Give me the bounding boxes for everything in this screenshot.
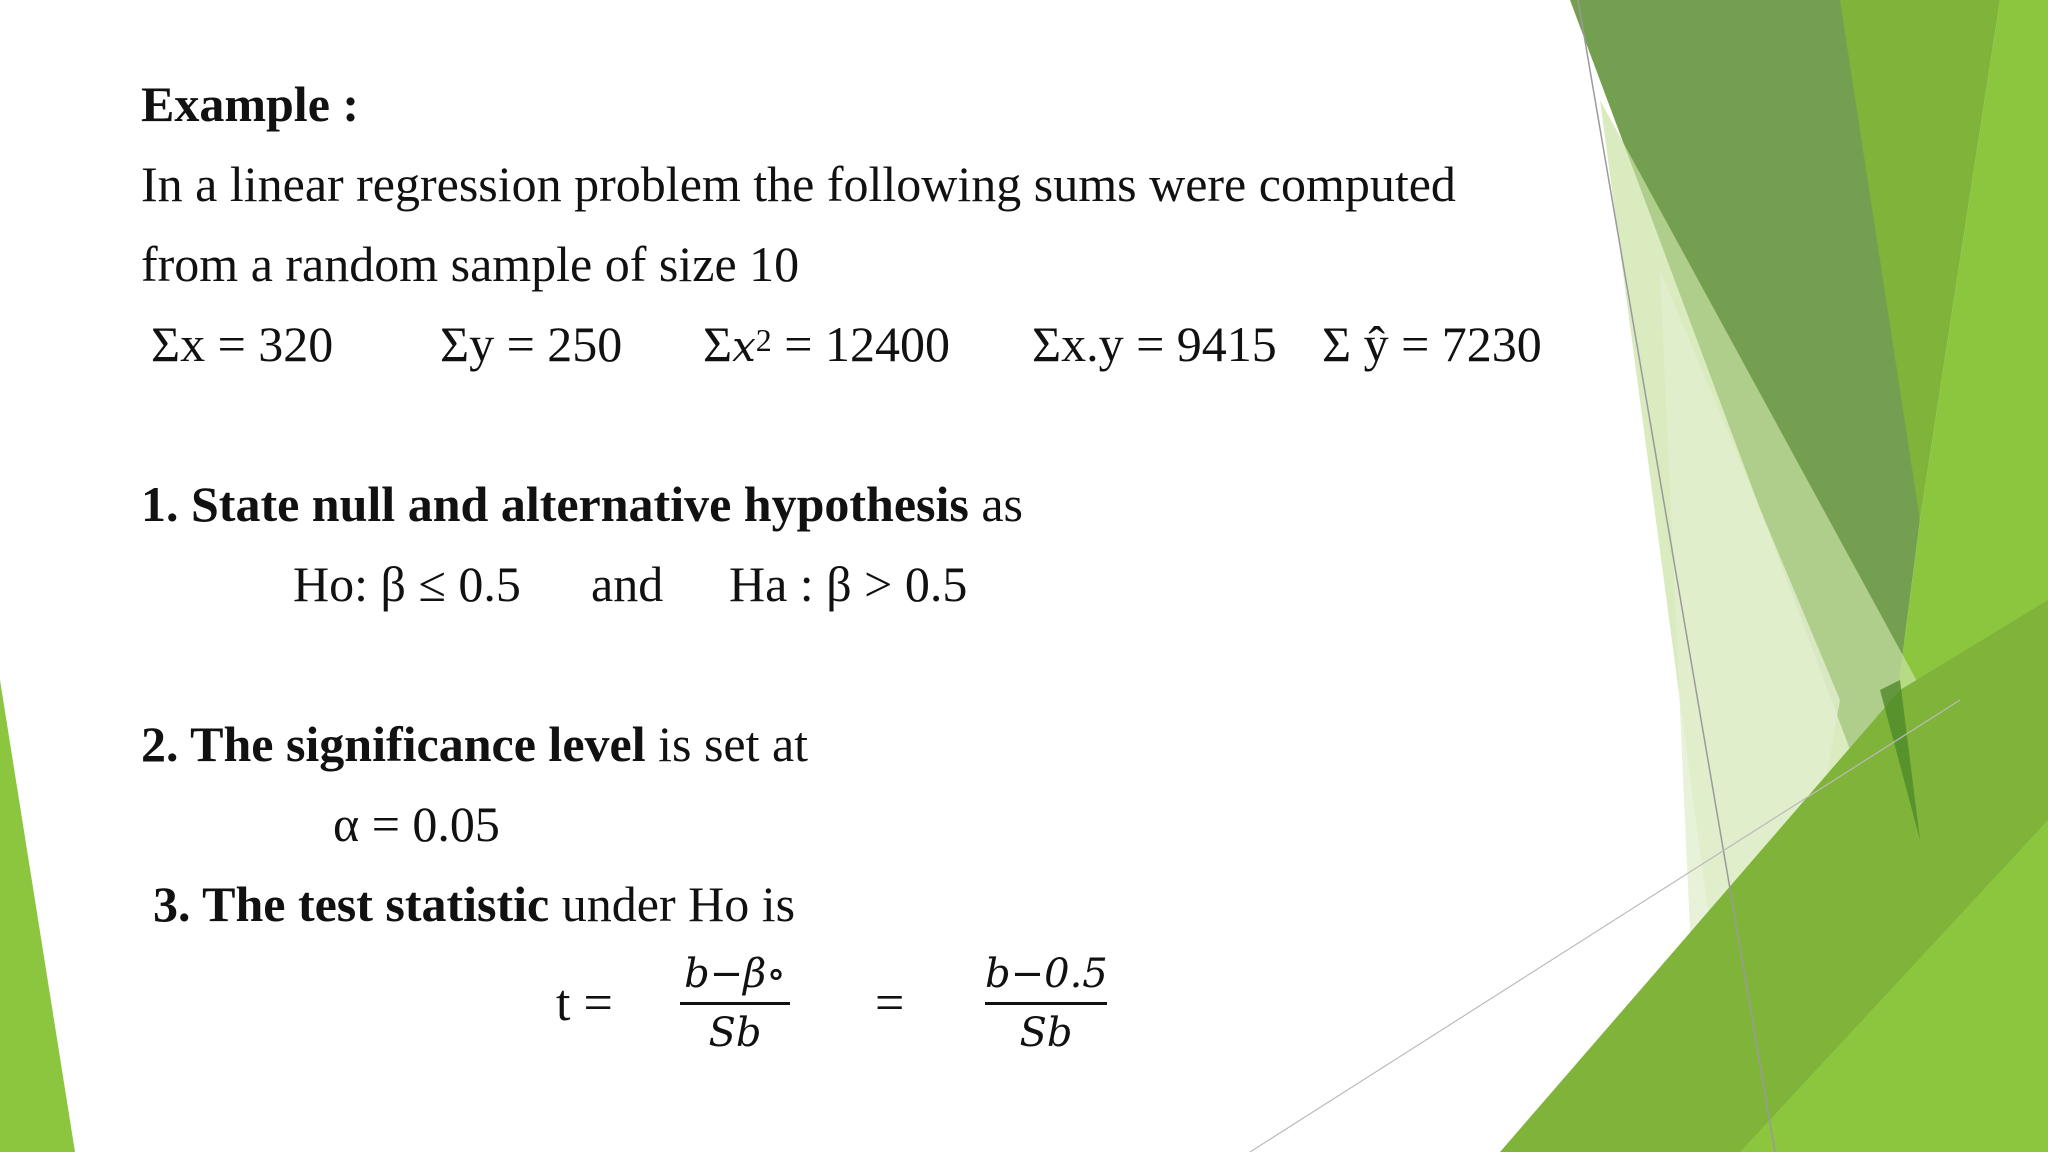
sum-y-hat: Σ ŷ = 7230 (1322, 316, 1542, 372)
equals-sign: = (875, 975, 905, 1032)
sum-x2-variable: x (732, 322, 756, 371)
fraction-2-bar (985, 1002, 1107, 1005)
fraction-1-bar (680, 1002, 790, 1005)
step2-rest: is set at (645, 716, 809, 772)
t-label: t = (556, 975, 613, 1032)
step3-title: 3. The test statistic (153, 876, 550, 932)
intro-line-2: from a random sample of size 10 (141, 236, 800, 292)
sum-xy: Σx.y = 9415 (1032, 316, 1277, 372)
fraction-2 (985, 950, 1107, 1057)
sum-x2-value: = 12400 (771, 316, 950, 372)
fraction-2-denominator: Sb (1019, 1010, 1073, 1056)
sum-x-squared (703, 314, 950, 377)
step2-title: 2. The significance level (141, 716, 646, 772)
sum-x2-exponent: 2 (755, 322, 772, 358)
sum-x2-sigma: Σ (703, 316, 733, 372)
intro-line-1: In a linear regression problem the following sums were computed (141, 156, 1456, 212)
alternative-hypothesis: Ha : β > 0.5 (729, 556, 968, 612)
alpha-value: α = 0.05 (333, 796, 500, 852)
step2-line (141, 714, 808, 774)
fraction-1-denominator: Sb (708, 1010, 762, 1056)
example-heading: Example : (141, 76, 360, 132)
step1-line (141, 474, 1023, 534)
step1-title: 1. State null and alternative hypothesis (141, 476, 969, 532)
and-text: and (591, 556, 664, 612)
step3-rest: under Ho is (549, 876, 796, 932)
fraction-2-numerator: b−0.5 (985, 951, 1108, 997)
left-green-sliver (0, 680, 75, 1152)
fraction-1 (680, 950, 790, 1057)
sum-y: Σy = 250 (440, 316, 623, 372)
fraction-1-numerator: b−β∘ (684, 951, 786, 997)
sum-x: Σx = 320 (151, 316, 334, 372)
null-hypothesis: Ho: β ≤ 0.5 (293, 556, 521, 612)
step1-rest: as (968, 476, 1024, 532)
step3-line (153, 874, 795, 934)
